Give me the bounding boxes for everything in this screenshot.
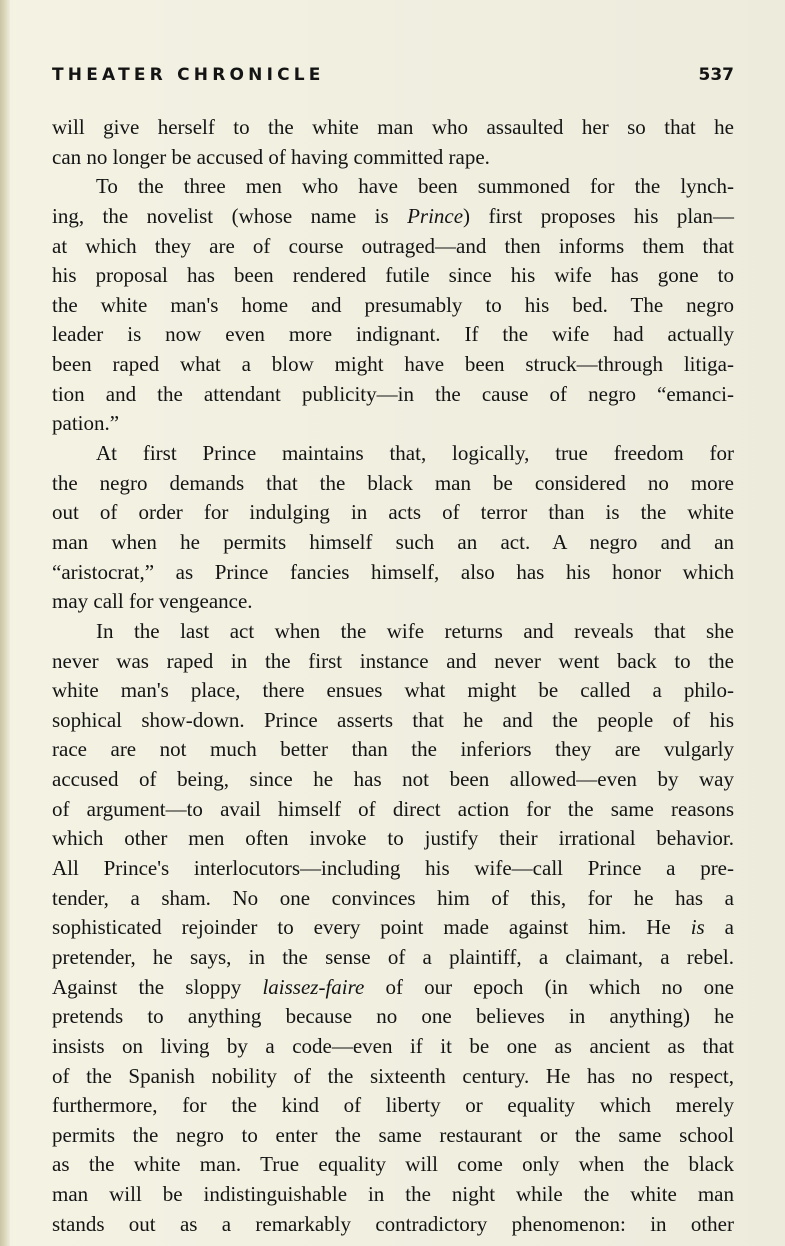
- text-segment: “aristocrat,” as Prince fancies himself, also has his honor which: [52, 559, 734, 584]
- italic-text: is: [690, 915, 705, 940]
- italic-text: Prince: [407, 203, 464, 228]
- text-segment: the white man's home and presumably to his bed. The negro: [52, 292, 734, 317]
- text-segment: never was raped in the first instance and never went back to the: [52, 648, 734, 673]
- text-segment: at which they are of course outraged—and then informs them that: [52, 233, 734, 258]
- text-segment: a: [704, 915, 734, 940]
- text-line: [52, 676, 734, 706]
- text-line: [52, 1062, 734, 1092]
- text-line: [52, 1091, 734, 1121]
- text-segment: man will be indistinguishable in the night while the white man: [52, 1182, 734, 1207]
- text-segment: ing, the novelist (whose name is: [52, 203, 408, 228]
- text-line: [52, 943, 734, 973]
- text-segment: white man's place, there ensues what might be called a philo-: [52, 678, 734, 703]
- text-line: [52, 469, 734, 499]
- text-segment: of our epoch (in which no one: [364, 974, 734, 999]
- text-segment: pretender, he says, in the sense of a plaintiff, a claimant, a rebel.: [52, 944, 734, 969]
- text-line: [52, 854, 734, 884]
- text-segment: the negro demands that the black man be considered no more: [52, 470, 734, 495]
- text-line: [52, 558, 734, 588]
- body-text: [52, 113, 734, 1239]
- text-line: [52, 439, 734, 469]
- text-segment: man when he permits himself such an act. A negro and an: [52, 529, 734, 554]
- text-segment: Against the sloppy: [52, 974, 263, 999]
- text-segment: tender, a sham. No one convinces him of this, for he has a: [52, 885, 734, 910]
- text-line: [52, 261, 734, 291]
- text-segment: leader is now even more indignant. If the wife had actually: [52, 322, 734, 347]
- text-segment: permits the negro to enter the same restaurant or the same school: [52, 1122, 734, 1147]
- text-line: [52, 587, 734, 617]
- text-segment: his proposal has been rendered futile since his wife has gone to: [52, 263, 734, 288]
- text-line: [52, 380, 734, 410]
- text-line: [52, 350, 734, 380]
- text-line: [52, 795, 734, 825]
- text-line: [52, 232, 734, 262]
- text-line: [52, 1121, 734, 1151]
- running-head-title: THEATER CHRONICLE: [52, 65, 325, 85]
- text-line: [52, 824, 734, 854]
- page-number: 537: [698, 65, 734, 85]
- text-segment: At first Prince maintains that, logically, true freedom for: [96, 441, 734, 466]
- text-line: [52, 1002, 734, 1032]
- text-segment: of argument—to avail himself of direct action for the same reasons: [52, 796, 734, 821]
- text-segment: sophical show-down. Prince asserts that he and the people of his: [52, 707, 734, 732]
- text-segment: may call for vengeance.: [52, 589, 253, 614]
- text-segment: tion and the attendant publicity—in the cause of negro “emanci-: [52, 381, 734, 406]
- text-segment: race are not much better than the inferiors they are vulgarly: [52, 737, 734, 762]
- text-line: [52, 913, 734, 943]
- text-line: [52, 409, 734, 439]
- text-segment: been raped what a blow might have been struck—through litiga-: [52, 352, 734, 377]
- text-line: [52, 143, 734, 173]
- text-segment: ) first proposes his plan—: [463, 203, 734, 228]
- italic-text: laissez-faire: [262, 974, 365, 999]
- text-segment: pretends to anything because no one believes in anything) he: [52, 1004, 734, 1029]
- text-segment: of the Spanish nobility of the sixteenth century. He has no respect,: [52, 1063, 734, 1088]
- text-line: [52, 735, 734, 765]
- text-line: [52, 202, 734, 232]
- text-line: [52, 884, 734, 914]
- page-binding-edge: [0, 0, 10, 1246]
- text-line: [52, 1180, 734, 1210]
- text-line: [52, 291, 734, 321]
- text-line: [52, 498, 734, 528]
- text-line: [52, 1210, 734, 1240]
- text-line: [52, 1032, 734, 1062]
- running-head: [52, 60, 734, 90]
- text-segment: insists on living by a code—even if it be one as ancient as that: [52, 1033, 734, 1058]
- text-line: [52, 320, 734, 350]
- text-line: [52, 617, 734, 647]
- text-segment: pation.”: [52, 411, 120, 436]
- text-segment: which other men often invoke to justify their irrational behavior.: [52, 826, 734, 851]
- text-segment: In the last act when the wife returns and reveals that she: [96, 618, 734, 643]
- text-line: [52, 765, 734, 795]
- text-line: [52, 973, 734, 1003]
- text-segment: stands out as a remarkably contradictory phenomenon: in other: [52, 1211, 734, 1236]
- text-segment: can no longer be accused of having committed rape.: [52, 144, 490, 169]
- text-line: [52, 172, 734, 202]
- text-line: [52, 1150, 734, 1180]
- text-segment: accused of being, since he has not been allowed—even by way: [52, 767, 734, 792]
- text-segment: out of order for indulging in acts of terror than is the white: [52, 500, 734, 525]
- text-line: [52, 528, 734, 558]
- text-segment: will give herself to the white man who assaulted her so that he: [52, 115, 734, 139]
- text-line: [52, 647, 734, 677]
- text-line: [52, 113, 734, 143]
- text-segment: furthermore, for the kind of liberty or equality which merely: [52, 1093, 734, 1118]
- text-segment: To the three men who have been summoned for the lynch-: [96, 174, 734, 199]
- text-segment: as the white man. True equality will come only when the black: [52, 1152, 734, 1177]
- text-segment: sophisticated rejoinder to every point made against him. He: [52, 915, 691, 940]
- text-line: [52, 706, 734, 736]
- text-segment: All Prince's interlocutors—including his wife—call Prince a pre-: [52, 856, 734, 881]
